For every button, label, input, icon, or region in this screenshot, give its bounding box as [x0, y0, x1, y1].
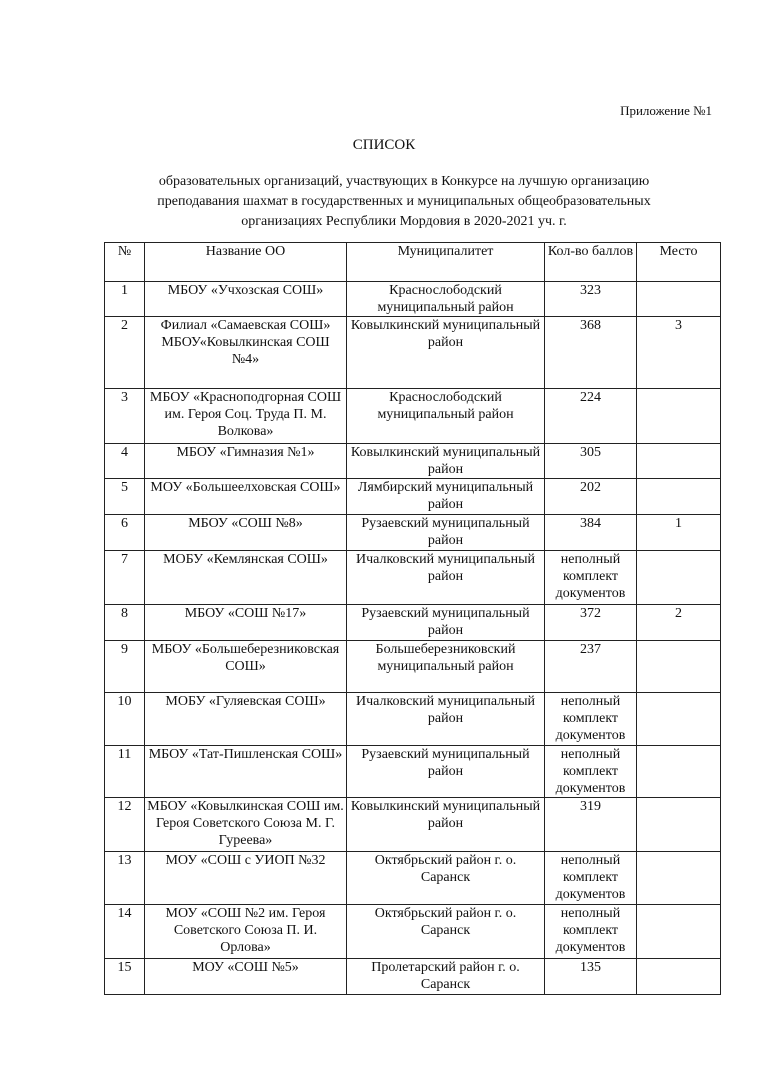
appendix-label: Приложение №1 [620, 103, 712, 118]
score-cell: 384 [545, 515, 637, 551]
score-cell: 368 [545, 317, 637, 389]
municipality-cell: Октябрьский район г. о. Саранск [347, 852, 545, 905]
table-row [105, 798, 721, 852]
place-cell [637, 959, 721, 995]
table-body [105, 282, 721, 995]
page-title: СПИСОК [352, 137, 416, 153]
place-cell: 2 [637, 605, 721, 641]
score-cell: 202 [545, 479, 637, 515]
place-cell [637, 444, 721, 479]
score-cell: 305 [545, 444, 637, 479]
organization-name-cell: МБОУ «СОШ №17» [145, 605, 347, 641]
place-cell [637, 746, 721, 798]
municipality-cell: Октябрьский район г. о. Саранск [347, 905, 545, 959]
place-cell: 3 [637, 317, 721, 389]
organization-name-cell: МОУ «Большеелховская СОШ» [145, 479, 347, 515]
table-header-row [105, 243, 721, 282]
municipality-cell: Ковылкинский муниципальный район [347, 798, 545, 852]
score-cell: неполный комплект документов [545, 693, 637, 746]
row-number-cell: 8 [105, 605, 145, 641]
row-number-cell: 2 [105, 317, 145, 389]
municipality-cell: Большеберезниковский муниципальный район [347, 641, 545, 693]
header-municipality: Муниципалитет [347, 243, 545, 282]
header-number: № [105, 243, 145, 282]
municipality-cell: Краснослободский муниципальный район [347, 282, 545, 317]
row-number-cell: 12 [105, 798, 145, 852]
place-cell [637, 852, 721, 905]
table-row [105, 605, 721, 641]
table-row [105, 317, 721, 389]
organization-name-cell: МБОУ «Краснoподгорная СОШ им. Героя Соц. Труда П. М. Волкова» [145, 389, 347, 444]
score-cell: неполный комплект документов [545, 746, 637, 798]
organization-name-cell: Филиал «Самаевская СОШ» МБОУ«Ковылкинская СОШ №4» [145, 317, 347, 389]
organization-name-cell: МОУ «СОШ №5» [145, 959, 347, 995]
row-number-cell: 5 [105, 479, 145, 515]
place-cell [637, 693, 721, 746]
municipality-cell: Ичалковский муниципальный район [347, 693, 545, 746]
organization-name-cell: МБОУ «Ковылкинская СОШ им. Героя Советского Союза М. Г. Гуреева» [145, 798, 347, 852]
score-cell: неполный комплект документов [545, 852, 637, 905]
score-cell: 372 [545, 605, 637, 641]
table-row [105, 693, 721, 746]
municipality-cell: Ковылкинский муниципальный район [347, 444, 545, 479]
place-cell: 1 [637, 515, 721, 551]
row-number-cell: 3 [105, 389, 145, 444]
organization-name-cell: МБОУ «Гимназия №1» [145, 444, 347, 479]
municipality-cell: Рузаевский муниципальный район [347, 515, 545, 551]
table-row [105, 479, 721, 515]
page-subtitle: образовательных организаций, участвующих в Конкурсе на лучшую организацию преподавания шахмат в государственных и муниципальных общеобразовательных организациях Республики Мордовия в 2020-2021 уч. г. [157, 174, 651, 229]
table-row [105, 905, 721, 959]
organizations-table [104, 242, 721, 995]
municipality-cell: Краснослободский муниципальный район [347, 389, 545, 444]
organization-name-cell: МОУ «СОШ №2 им. Героя Советского Союза П. И. Орлова» [145, 905, 347, 959]
row-number-cell: 11 [105, 746, 145, 798]
table-row [105, 444, 721, 479]
municipality-cell: Рузаевский муниципальный район [347, 605, 545, 641]
score-cell: 323 [545, 282, 637, 317]
organization-name-cell: МБОУ «СОШ №8» [145, 515, 347, 551]
place-cell [637, 479, 721, 515]
place-cell [637, 905, 721, 959]
place-cell [637, 798, 721, 852]
municipality-cell: Пролетарский район г. о. Саранск [347, 959, 545, 995]
score-cell: неполный комплект документов [545, 551, 637, 605]
organization-name-cell: МБОУ «Учхозская СОШ» [145, 282, 347, 317]
municipality-cell: Рузаевский муниципальный район [347, 746, 545, 798]
score-cell: неполный комплект документов [545, 905, 637, 959]
score-cell: 224 [545, 389, 637, 444]
row-number-cell: 1 [105, 282, 145, 317]
organization-name-cell: МБОУ «Большеберезниковская СОШ» [145, 641, 347, 693]
row-number-cell: 14 [105, 905, 145, 959]
municipality-cell: Лямбирский муниципальный район [347, 479, 545, 515]
table-row [105, 551, 721, 605]
organization-name-cell: МОБУ «Гуляевская СОШ» [145, 693, 347, 746]
table-row [105, 515, 721, 551]
place-cell [637, 282, 721, 317]
row-number-cell: 6 [105, 515, 145, 551]
row-number-cell: 15 [105, 959, 145, 995]
header-place: Место [637, 243, 721, 282]
place-cell [637, 551, 721, 605]
score-cell: 135 [545, 959, 637, 995]
municipality-cell: Ичалковский муниципальный район [347, 551, 545, 605]
header-score: Кол-во баллов [545, 243, 637, 282]
organization-name-cell: МОБУ «Кемлянская СОШ» [145, 551, 347, 605]
score-cell: 237 [545, 641, 637, 693]
table-row [105, 641, 721, 693]
organization-name-cell: МБОУ «Тат-Пишленская СОШ» [145, 746, 347, 798]
place-cell [637, 389, 721, 444]
table-row [105, 852, 721, 905]
row-number-cell: 9 [105, 641, 145, 693]
score-cell: 319 [545, 798, 637, 852]
place-cell [637, 641, 721, 693]
table-row [105, 959, 721, 995]
header-name: Название ОО [145, 243, 347, 282]
table-row [105, 746, 721, 798]
table-row [105, 282, 721, 317]
row-number-cell: 10 [105, 693, 145, 746]
row-number-cell: 13 [105, 852, 145, 905]
table-row [105, 389, 721, 444]
organization-name-cell: МОУ «СОШ с УИОП №32 [145, 852, 347, 905]
row-number-cell: 7 [105, 551, 145, 605]
municipality-cell: Ковылкинский муниципальный район [347, 317, 545, 389]
row-number-cell: 4 [105, 444, 145, 479]
